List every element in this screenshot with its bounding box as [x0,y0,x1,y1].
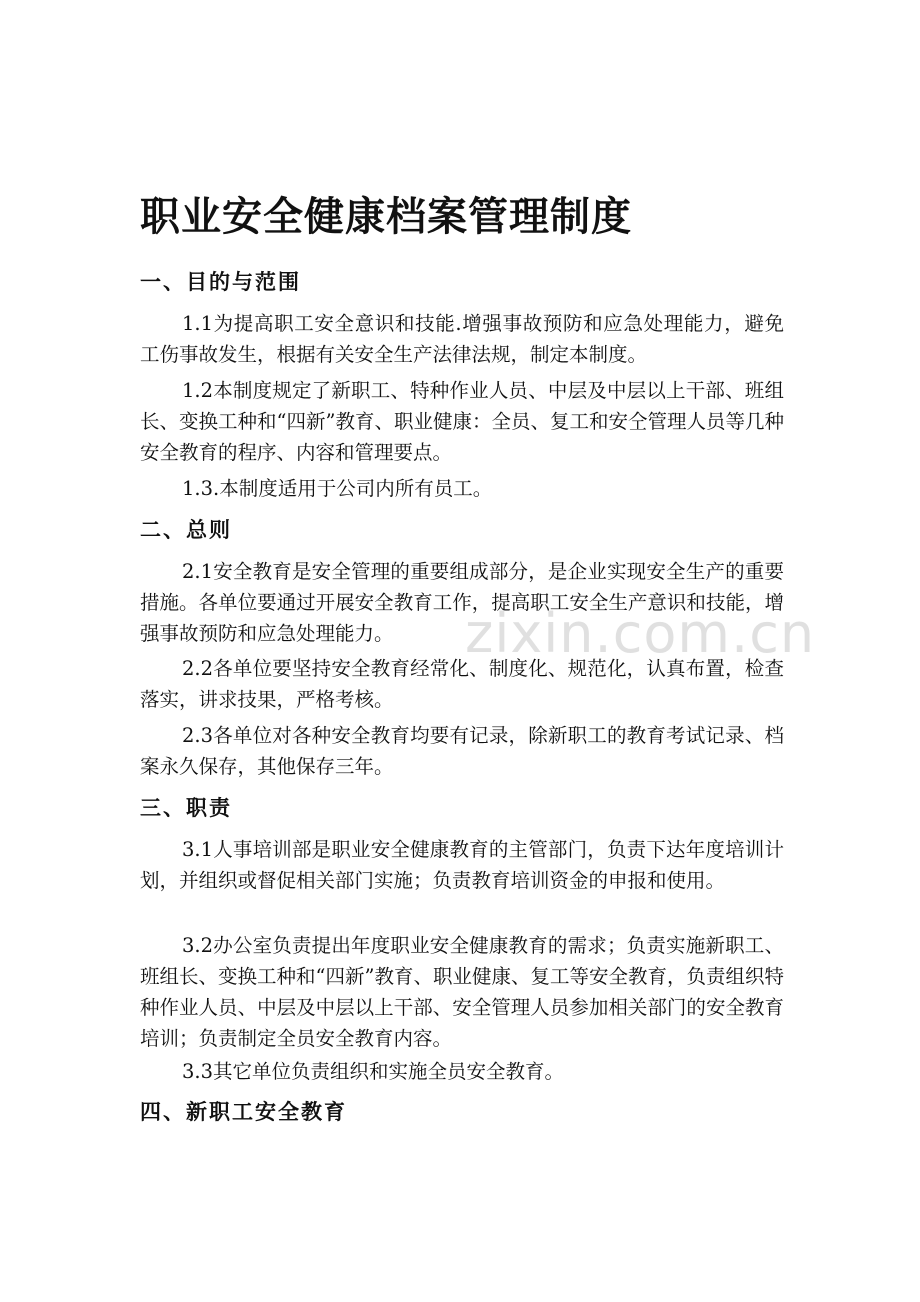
section-heading-4: 四、新职工安全教育 [140,1099,347,1124]
paragraph-2-1: 2.1安全教育是安全管理的重要组成部分，是企业实现安全生产的重要措施。各单位要通过开展安全教育工作，提高职工安全生产意识和技能，增强事故预防和应急处理能力。 [140,560,784,645]
paragraph-3-2: 3.2办公室负责提出年度职业安全健康教育的需求；负责实施新职工、班组长、变换工种和“四新”教育、职业健康、复工等安全教育，负责组织特种作业人员、中层及中层以上干部、安全管理人员参加相关部门的安全教育培训；负责制定全员安全教育内容。 [140,934,784,1050]
paragraph-1-3: 1.3.本制度适用于公司内所有员工。 [182,477,493,500]
paragraph-2-3: 2.3各单位对各种安全教育均要有记录，除新职工的教育考试记录、档案永久保存，其他保存三年。 [140,724,784,778]
paragraph-3-1: 3.1人事培训部是职业安全健康教育的主管部门，负责下达年度培训计划，并组织或督促相关部门实施；负责教育培训资金的申报和使用。 [140,838,784,892]
section-heading-3: 三、职责 [140,795,232,820]
paragraph-3-3: 3.3其它单位负责组织和实施全员安全教育。 [182,1060,565,1083]
watermark-text: zixin.com.cn [465,602,816,665]
section-heading-1: 一、目的与范围 [140,269,301,294]
paragraph-1-1: 1.1为提高职工安全意识和技能.增强事故预防和应急处理能力，避免工伤事故发生，根据有关安全生产法律法规，制定本制度。 [140,312,784,366]
document-title: 职业安全健康档案管理制度 [140,193,632,240]
paragraph-2-2: 2.2各单位要坚持安全教育经常化、制度化、规范化，认真布置，检查落实，讲求技果，严格考核。 [140,657,784,711]
paragraph-1-2: 1.2本制度规定了新职工、特种作业人员、中层及中层以上干部、班组长、变换工种和“四新”教育、职业健康：全员、复工和安仝管理人员等几种安全教育的程序、内容和管理要点。 [140,379,784,464]
section-heading-2: 二、总则 [140,517,232,542]
